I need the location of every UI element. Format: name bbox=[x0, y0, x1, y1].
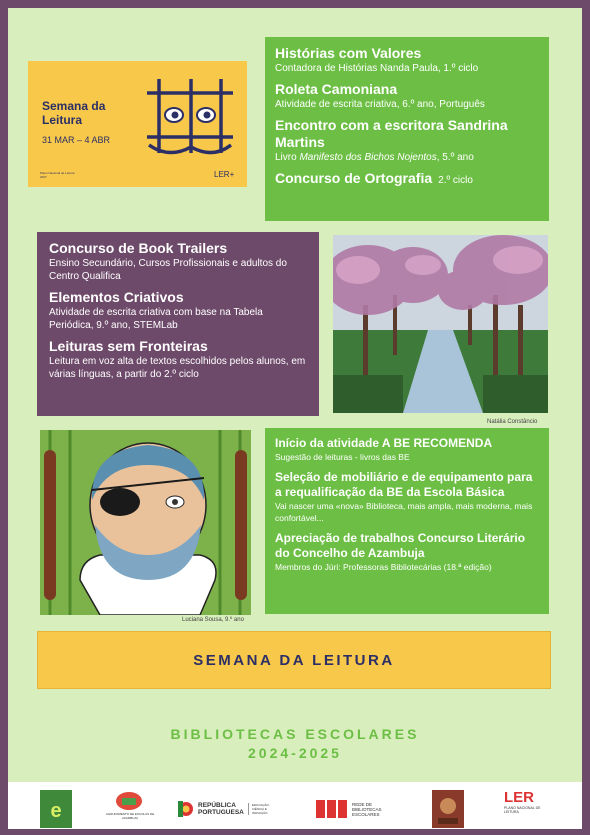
activities-box-1 bbox=[265, 37, 549, 221]
ler-logo: LER PLANO NACIONAL DE LEITURA bbox=[504, 789, 541, 814]
footer-logos bbox=[0, 782, 590, 835]
republica-logo: REPÚBLICA PORTUGUESA EDUCAÇÃO, CIÊNCIA E INOVAÇÃO bbox=[178, 790, 298, 828]
banner bbox=[37, 631, 551, 689]
republica-emblem-icon bbox=[178, 801, 194, 817]
ler-mark: LER+ bbox=[214, 170, 235, 179]
activity-item: Histórias com Valores Contadora de Histórias Nanda Paula, 1.º ciclo bbox=[275, 45, 479, 74]
activity-item: Elementos Criativos Atividade de escrita criativa com base na Tabela Periódica, 9.º ano, STEMLab bbox=[49, 289, 263, 331]
book-eyes-icon bbox=[145, 75, 235, 167]
svg-text:e: e bbox=[50, 800, 62, 822]
event-card bbox=[28, 61, 247, 187]
agrupamento-logo: AGRUPAMENTO DE ESCOLAS DE AZAMBUJA bbox=[100, 790, 160, 828]
event-dates: 31 MAR – 4 ABR bbox=[42, 135, 111, 145]
rbe-logo: REDE DE BIBLIOTECAS ESCOLARES bbox=[316, 790, 406, 828]
event-title: Semana da Leitura bbox=[42, 99, 106, 127]
painting-blossom-trees bbox=[333, 235, 548, 413]
school-library-logo bbox=[40, 790, 72, 828]
activities-box-2 bbox=[37, 232, 319, 416]
pnl-mark: Plano Nacional de Leitura 2027 bbox=[40, 171, 75, 179]
rbe-mark-icon bbox=[316, 800, 348, 818]
activity-item: Seleção de mobiliário e de equipamento para a requalificação da BE da Escola Básica Vai nascer uma «nova» Biblioteca, mais ampla, mais moderna, mais confortável... bbox=[275, 470, 533, 523]
painting-caption: Luciana Sousa, 9.º ano bbox=[182, 617, 244, 623]
activity-item: Leituras sem Fronteiras Leitura em voz alta de textos escolhidos pelos alunos, em várias línguas, a partir do 2.º ciclo bbox=[49, 338, 306, 380]
activities-box-3 bbox=[265, 428, 549, 614]
painting-portrait bbox=[40, 430, 251, 615]
activity-item: Concurso de Book Trailers Ensino Secundário, Cursos Profissionais e adultos do Centro Qualifica bbox=[49, 240, 287, 282]
painting-caption: Natália Constâncio bbox=[487, 419, 538, 425]
banner-title: SEMANA DA LEITURA bbox=[193, 651, 395, 669]
book-cover-logo bbox=[432, 790, 464, 828]
activity-item: Apreciação de trabalhos Concurso Literário do Concelho de Azambuja Membros do Júri: Professoras Bibliotecárias (18.ª edição) bbox=[275, 531, 526, 572]
activity-item: Encontro com a escritora Sandrina Martins Livro Manifesto dos Bichos Nojentos, 5.º ano bbox=[275, 117, 508, 163]
activity-item: Roleta Camoniana Atividade de escrita criativa, 6.º ano, Português bbox=[275, 81, 485, 110]
activity-item: Concurso de Ortografia 2.º ciclo bbox=[275, 170, 473, 186]
activity-item: Início da atividade A BE RECOMENDA Sugestão de leituras - livros das BE bbox=[275, 436, 493, 462]
footer-title: BIBLIOTECAS ESCOLARES 2024-2025 bbox=[170, 726, 420, 761]
